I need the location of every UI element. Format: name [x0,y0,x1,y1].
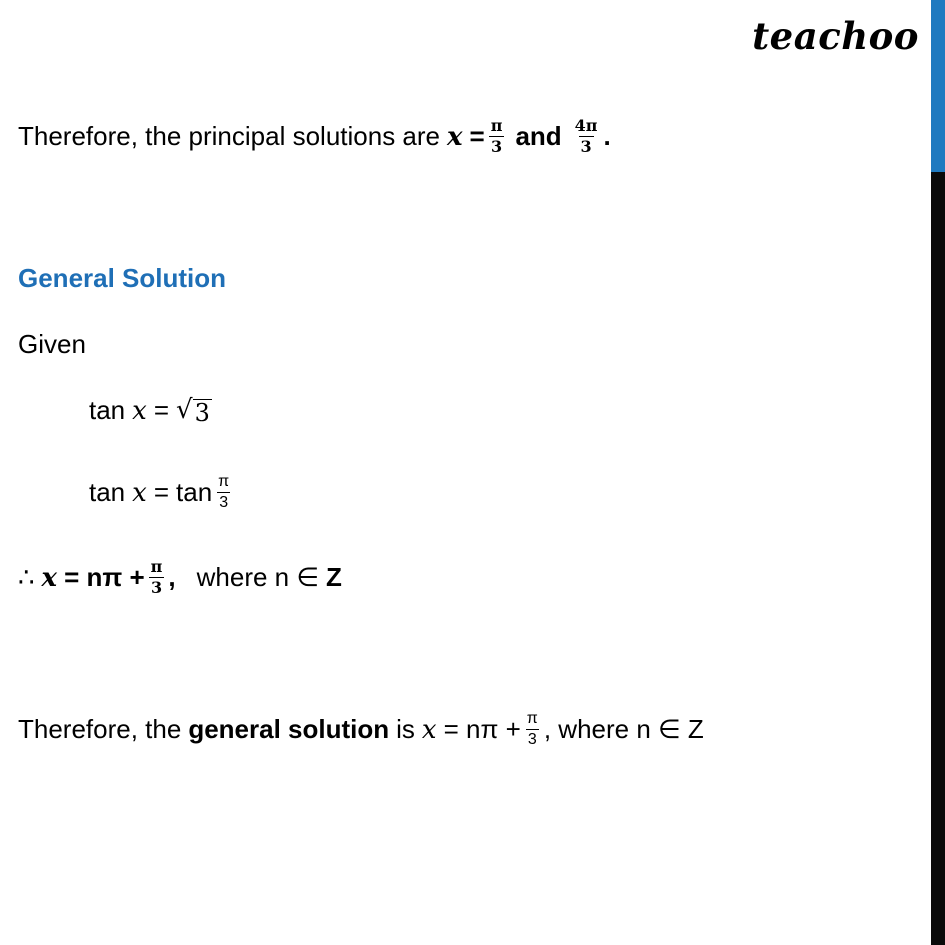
var-x: 𝑥 [421,714,437,745]
therefore-symbol: ∴ [18,562,35,592]
is-word: is [396,714,415,744]
equation-tan-x-tan-pi-3 [89,474,235,511]
and-word: and [515,121,562,151]
general-solution-line [18,711,704,748]
principal-prefix: Therefore, the principal solutions are [18,121,441,151]
period: . [603,121,611,151]
where-clause: where n ∈ [196,562,319,592]
var-x: 𝒙 [447,121,463,152]
general-solution-bold: general solution [188,714,390,744]
fraction-pi-over-3: $\frac{\pi}{3}$ [150,557,163,597]
square-root-3: √ 3 [176,395,210,427]
var-x: 𝒙 [41,562,58,593]
general-result-line [18,559,342,596]
tan-label: tan [89,395,126,426]
fraction-4pi-over-3: $\frac{4\pi}{3}$ [574,116,598,156]
integer-set: Z [326,562,342,592]
equation-tan-x-sqrt3 [89,395,212,426]
tan-label: tan [176,477,213,507]
var-x: 𝑥 [132,477,147,508]
equals-npi-plus: = nπ + [64,562,145,592]
equals-sign: = [153,477,170,507]
equals-sign: = [469,121,485,151]
comma: , [168,562,176,592]
scrollbar-thumb [931,0,945,172]
principal-solutions-line [18,118,611,155]
fraction-pi-over-3: $\frac{\pi}{3}$ [526,710,538,748]
var-x: 𝑥 [132,395,147,426]
section-heading: General Solution [18,263,227,293]
equals-npi-plus: = nπ + [443,714,521,744]
teachoo-logo: teachoo [752,14,919,58]
tan-label: tan [89,477,126,507]
fraction-pi-over-3: $\frac{\pi}{3}$ [490,116,503,156]
given-label: Given [18,329,86,359]
fraction-pi-over-3: $\frac{\pi}{3}$ [218,473,230,511]
where-clause: , where n ∈ Z [543,714,704,744]
general-prefix: Therefore, the [18,714,182,744]
equals-sign: = [153,395,170,426]
